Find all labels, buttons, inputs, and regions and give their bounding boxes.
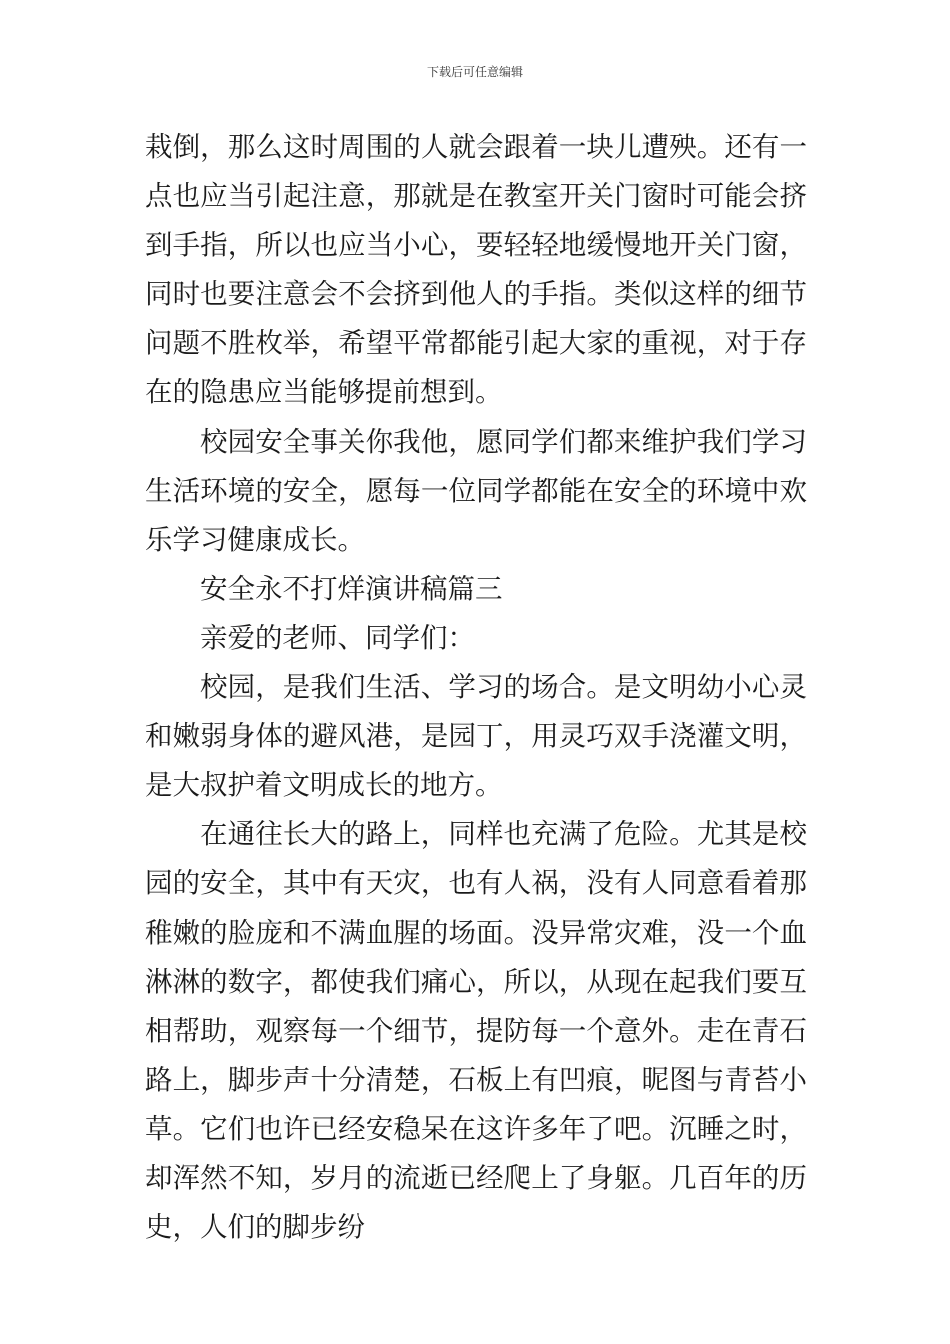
salutation: 亲爱的老师、同学们： [200, 621, 475, 654]
paragraph-continued: 栽倒，那么这时周围的人就会跟着一块儿遭殃。还有一点也应当引起注意，那就是在教室开关门窗时可能会挤到手指，所以也应当小心，要轻轻地缓慢地开关门窗，同时也要注意会不会挤到他人的手指。类似这样的细节问题不胜枚举，希望平常都能引起大家的重视，对于存在的隐患应当能够提前想到。 [145, 131, 807, 409]
paragraph-growing-up: 在通往长大的路上，同样也充满了危险。尤其是校园的安全，其中有天灾，也有人祸，没有人同意看着那稚嫩的脸庞和不满血腥的场面。没异常灾难，没一个血淋淋的数字，都使我们痛心，所以，从现在起我们要互相帮助，观察每一个细节，提防每一个意外。走在青石路上，脚步声十分清楚，石板上有凹痕，昵图与青苔小草。它们也许已经安稳呆在这许多年了吧。沉睡之时，却浑然不知，岁月的流逝已经爬上了身躯。几百年的历史，人们的脚步纷 [145, 818, 807, 1244]
page-header-note: 下载后可任意编辑 [426, 65, 523, 79]
paragraph-campus-intro: 校园，是我们生活、学习的场合。是文明幼小心灵和嫩弱身体的避风港，是园丁，用灵巧双手浇灌文明，是大叔护着文明成长的地方。 [145, 671, 807, 802]
section-title: 安全永不打烊演讲稿篇三 [200, 572, 503, 605]
paragraph-campus-safety: 校园安全事关你我他，愿同学们都来维护我们学习生活环境的安全，愿每一位同学都能在安全的环境中欢乐学习健康成长。 [145, 425, 807, 556]
document-body [145, 123, 807, 1252]
